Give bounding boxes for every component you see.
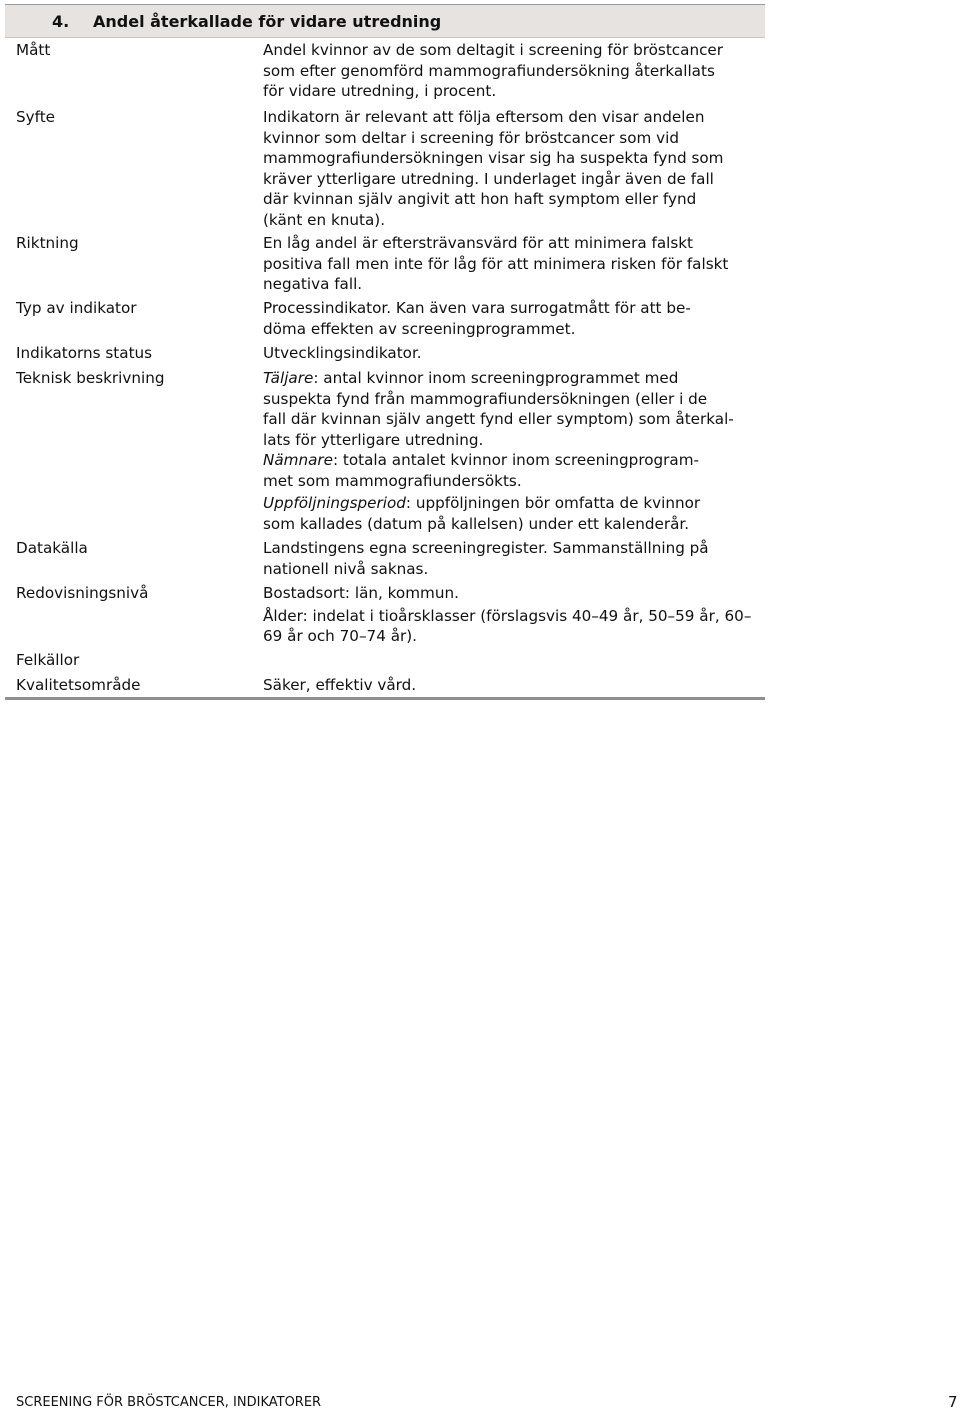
text-line: som kallades (datum på kallelsen) under ett kalenderår. xyxy=(263,514,690,533)
text-fragment: : totala antalet kvinnor inom screeningprogram- xyxy=(332,451,699,469)
text-line: met som mammografiundersökts. xyxy=(263,471,522,490)
text-fragment: : uppföljningen bör omfatta de kvinnor xyxy=(405,494,701,512)
row-text-typ xyxy=(263,298,763,339)
text-line: negativa fall. xyxy=(263,275,363,293)
row-text-datakalla xyxy=(263,538,763,579)
text-line: Ålder: indelat i tioårsklasser (förslagsvis 40–49 år, 50–59 år, 60– xyxy=(263,606,752,625)
text-line: fall där kvinnan själv angett fynd eller symptom) som återkal- xyxy=(263,410,734,428)
row-label-datakalla: Datakälla xyxy=(16,539,88,557)
row-label-status: Indikatorns status xyxy=(16,344,153,362)
row-text-kvalitet xyxy=(263,675,763,696)
text-line: Utvecklingsindikator. xyxy=(263,344,422,362)
row-text-teknisk xyxy=(263,368,763,534)
text-line: nationell nivå saknas. xyxy=(263,559,429,578)
namnare-term: Nämnare xyxy=(263,451,333,469)
row-label-teknisk: Teknisk beskrivning xyxy=(16,369,165,387)
row-text-redovisning xyxy=(263,583,763,647)
text-line: Processindikator. Kan även vara surrogatmått för att be- xyxy=(263,299,691,317)
table-bottom-rule xyxy=(5,697,765,700)
text-line: 69 år och 70–74 år). xyxy=(263,627,418,645)
uppfoljning-term: Uppföljningsperiod xyxy=(263,494,406,512)
text-line xyxy=(263,450,763,471)
text-line: mammografiundersökningen visar sig ha suspekta fynd som xyxy=(263,149,724,167)
text-line: En låg andel är eftersträvansvärd för att minimera falskt xyxy=(263,234,694,252)
text-line: (känt en knuta). xyxy=(263,210,386,229)
text-line: Indikatorn är relevant att följa eftersom den visar andelen xyxy=(263,108,705,126)
row-label-syfte: Syfte xyxy=(16,108,56,126)
text-fragment: : antal kvinnor inom screeningprogrammet med xyxy=(313,369,679,387)
text-line: positiva fall men inte för låg för att minimera risken för falskt xyxy=(263,254,729,273)
header-rule xyxy=(5,37,765,38)
text-line: kräver ytterligare utredning. I underlaget ingår även de fall xyxy=(263,169,714,188)
text-line: för vidare utredning, i procent. xyxy=(263,82,497,100)
text-line: lats för ytterligare utredning. xyxy=(263,430,484,449)
row-label-felkallor: Felkällor xyxy=(16,651,80,669)
text-line: Bostadsort: län, kommun. xyxy=(263,584,459,602)
row-label-matt: Mått xyxy=(16,41,51,59)
text-line: Andel kvinnor av de som deltagit i screening för bröstcancer xyxy=(263,41,724,59)
row-label-redovisning: Redovisningsnivå xyxy=(16,584,149,602)
row-text-syfte xyxy=(263,107,763,230)
row-label-typ: Typ av indikator xyxy=(16,299,137,317)
section-header xyxy=(5,5,765,37)
text-line: kvinnor som deltar i screening för bröstcancer som vid xyxy=(263,128,679,147)
row-text-status xyxy=(263,343,763,364)
text-line: Säker, effektiv vård. xyxy=(263,676,417,694)
row-label-riktning: Riktning xyxy=(16,234,79,252)
page-number: 7 xyxy=(948,1393,958,1411)
text-line: Landstingens egna screeningregister. Sammanställning på xyxy=(263,539,709,557)
text-line xyxy=(263,368,763,389)
section-number: 4. xyxy=(52,12,70,31)
text-line: döma effekten av screeningprogrammet. xyxy=(263,319,576,338)
taljare-term: Täljare xyxy=(263,369,314,387)
footer-title: SCREENING FÖR BRÖSTCANCER, INDIKATORER xyxy=(16,1395,322,1410)
row-text-riktning xyxy=(263,233,763,295)
row-text-matt xyxy=(263,40,763,102)
text-line: som efter genomförd mammografiundersökning återkallats xyxy=(263,61,715,80)
section-title: Andel återkallade för vidare utredning xyxy=(93,12,442,31)
text-line: där kvinnan själv angivit att hon haft symptom eller fynd xyxy=(263,190,697,208)
text-line xyxy=(263,493,763,514)
row-label-kvalitet: Kvalitetsområde xyxy=(16,676,141,694)
text-line: suspekta fynd från mammografiundersökningen (eller i de xyxy=(263,389,708,408)
